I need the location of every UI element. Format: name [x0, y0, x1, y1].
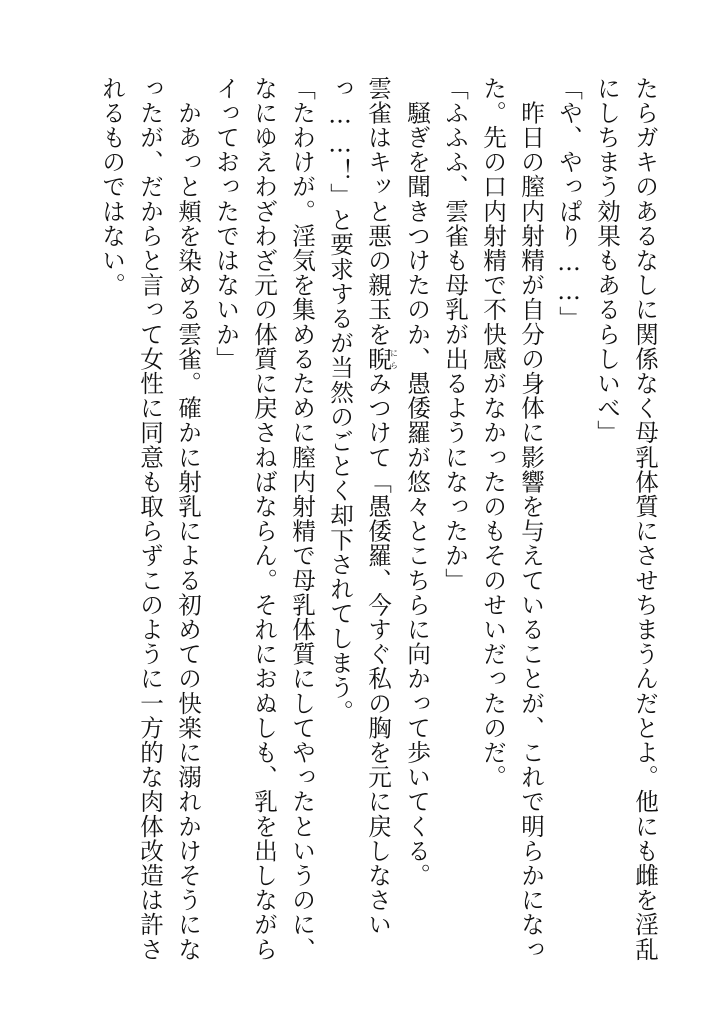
text-line-15: れるものではない。 — [98, 76, 126, 298]
text-line-4: 昨日の膣内射精が自分の身体に影響を与えていることが、これで明らかになっ — [517, 76, 545, 962]
text-line-7: 騒ぎを聞きつけたのか、愚倭羅が悠々とこちらに向かって歩いてくる。 — [403, 76, 431, 888]
text-line-5: た。先の口内射精で不快感がなかったのもそのせいだったのだ。 — [479, 76, 507, 790]
text-line-8 — [359, 76, 398, 966]
text-line-9: っ……！」と要求するが当然のごとく却下されてしまう。 — [326, 76, 354, 725]
ruby-base: 睨 — [364, 346, 392, 372]
ruby-reading: にら — [389, 346, 399, 372]
text-line-3: 「や、やっぱり……」 — [555, 76, 583, 331]
text-line-2: にしちまう効果もあるらしいべ」 — [593, 76, 621, 445]
text-line-11: なにゆえわざわざ元の体質に戻さねばならん。それにおぬしも、乳を出しながら — [250, 76, 278, 962]
text-line-14: ったが、だからと言って女性に同意も取らずこのように一方的な肉体改造は許さ — [136, 76, 164, 962]
text-line-8-before: 雲雀はキッと悪の親玉を — [364, 76, 392, 347]
text-line-6: 「ふふふ、雲雀も母乳が出るようになったか」 — [441, 76, 469, 593]
text-line-1: たらガキのあるなしに関係なく母乳体質にさせちまうんだとよ。他にも雌を淫乱 — [631, 76, 659, 962]
text-line-13: かあっと頬を染める雲雀。確かに射乳による初めての快楽に溺れかけそうにな — [174, 76, 202, 962]
text-line-8-after: みつけて「愚倭羅、今すぐ私の胸を元に戻しなさい — [364, 371, 392, 938]
text-line-10: 「たわけが。淫気を集めるために膣内射精で母乳体質にしてやったというのに、 — [288, 76, 316, 962]
vertical-text-body — [93, 76, 664, 966]
ruby-nira — [364, 346, 399, 372]
text-line-12: イっておったではないか」 — [212, 76, 240, 372]
